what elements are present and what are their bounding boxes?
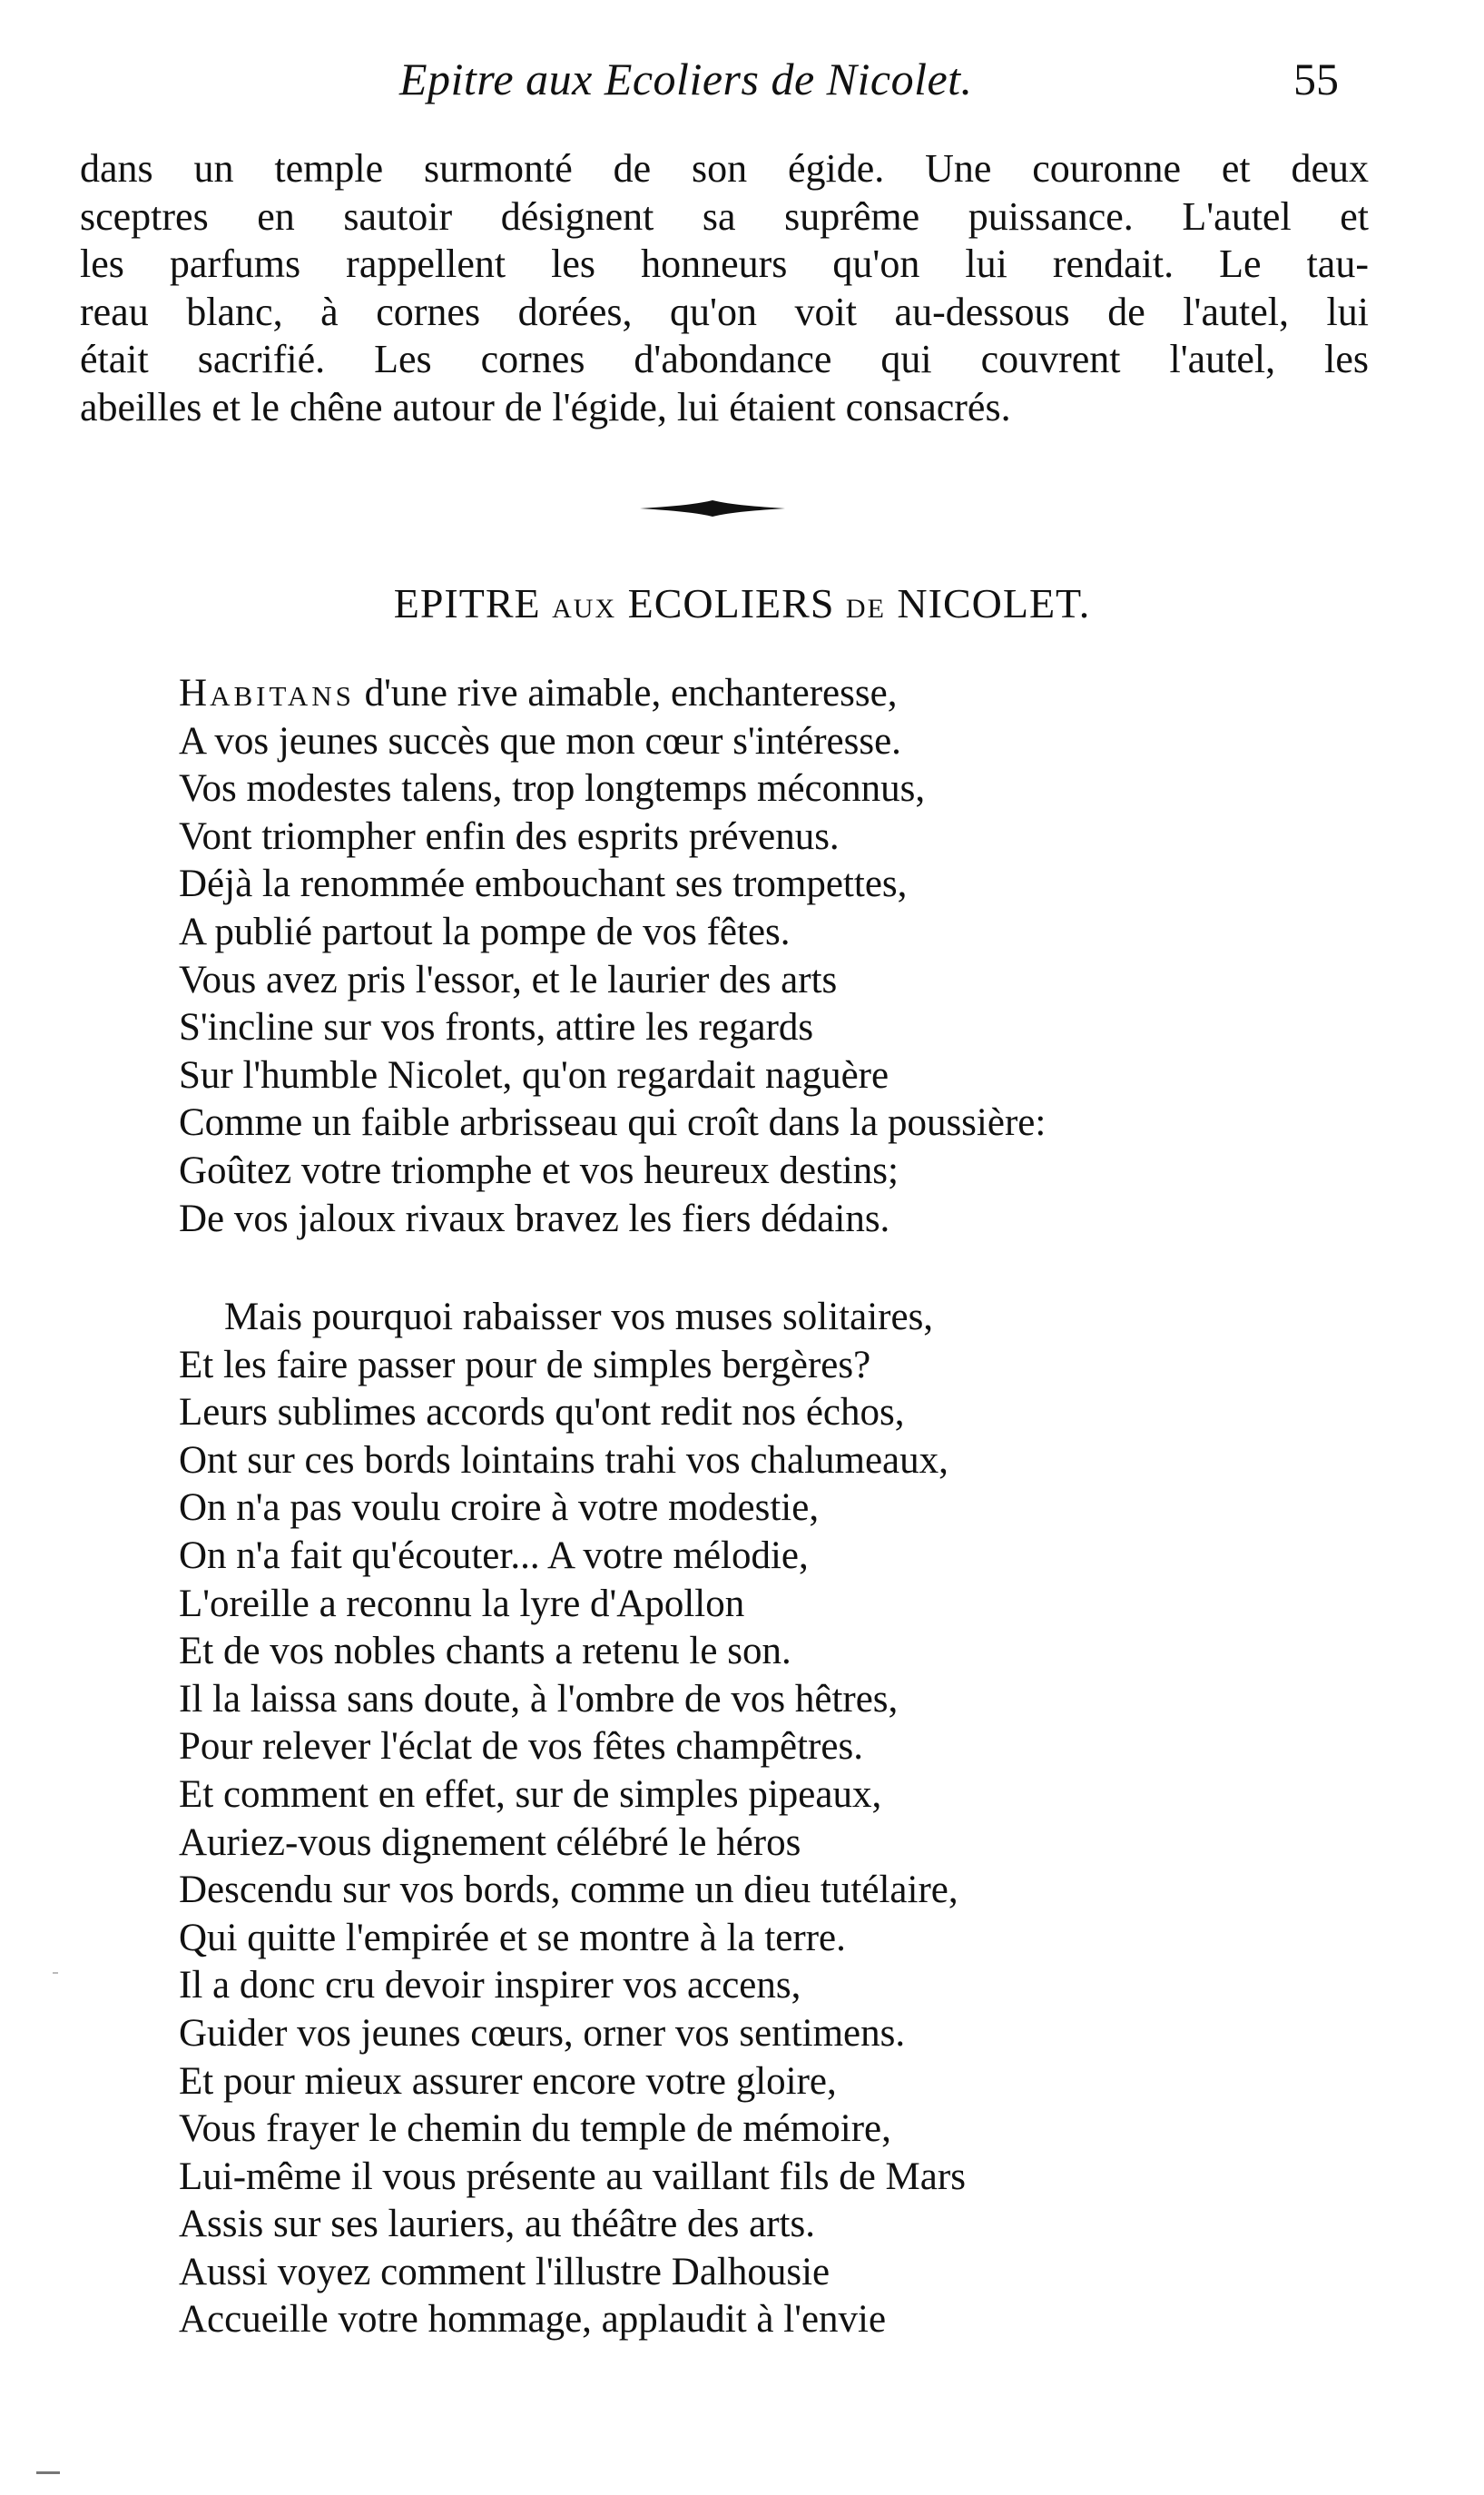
poem-stanza — [179, 670, 1046, 1243]
verse-line: Descendu sur vos bords, comme un dieu tutélaire, — [179, 1869, 958, 1912]
poem-title-part: AUX — [552, 594, 617, 624]
verse-line: On n'a pas voulu croire à votre modestie, — [179, 1486, 820, 1530]
verse-line: Comme un faible arbrisseau qui croît dans la poussière: — [179, 1101, 1047, 1145]
verse-line: Assis sur ses lauriers, au théâtre des arts. — [179, 2203, 815, 2246]
verse-line: Vous avez pris l'essor, et le laurier des arts — [179, 958, 838, 1001]
poem-title-part: NICOLET. — [885, 580, 1091, 626]
verse-line: Qui quitte l'empirée et se montre à la terre. — [179, 1916, 846, 1959]
prose-line: abeilles et le chêne autour de l'égide, lui étaient consacrés. — [80, 384, 1011, 429]
prose-line: les parfums rappellent les honneurs qu'on lui rendait. Le tau- — [80, 242, 1369, 286]
running-title: Epitre aux Ecoliers de Nicolet. — [399, 54, 973, 104]
verse-line: Vous frayer le chemin du temple de mémoire, — [179, 2107, 891, 2151]
poem-title-part: EPITRE — [393, 580, 553, 626]
verse-line: Et comment en effet, sur de simples pipeaux, — [179, 1772, 882, 1816]
verse-line: On n'a fait qu'écouter... A votre mélodie, — [179, 1533, 809, 1577]
verse-line: Ont sur ces bords lointains trahi vos chalumeaux, — [179, 1438, 948, 1482]
verse-line: Et pour mieux assurer encore votre gloire, — [179, 2059, 837, 2103]
poem-title — [0, 579, 1484, 627]
verse-line: A publié partout la pompe de vos fêtes. — [179, 910, 791, 953]
verse-line: Il a donc cru devoir inspirer vos accens, — [179, 1964, 801, 2007]
poem-title-part: ECOLIERS — [616, 580, 846, 626]
verse-line: S'incline sur vos fronts, attire les regards — [179, 1006, 814, 1050]
verse-line: Déjà la renommée embouchant ses trompettes, — [179, 863, 908, 906]
running-head — [0, 53, 1484, 107]
verse-line: Vont triompher enfin des esprits prévenus. — [179, 814, 840, 858]
verse-line: Accueille votre hommage, applaudit à l'envie — [179, 2298, 887, 2342]
verse-line: HABITANS d'une rive aimable, enchanteresse, — [179, 672, 898, 715]
verse-line: Mais pourquoi rabaisser vos muses solitaires, — [224, 1296, 934, 1338]
prose-line: sceptres en sautoir désignent sa suprême puissance. L'autel et — [80, 193, 1369, 239]
section-ornament-icon — [640, 498, 785, 519]
verse-line: Il la laissa sans doute, à l'ombre de vos hêtres, — [179, 1677, 899, 1721]
verse-line: De vos jaloux rivaux bravez les fiers dédains. — [179, 1197, 890, 1240]
prose-paragraph — [80, 145, 1369, 431]
verse-line: Vos modestes talens, trop longtemps méconnus, — [179, 767, 926, 811]
poem-stanza — [179, 1294, 966, 2344]
verse-line: Et de vos nobles chants a retenu le son. — [179, 1630, 791, 1673]
verse-line: Sur l'humble Nicolet, qu'on regardait naguère — [179, 1053, 889, 1097]
prose-line: était sacrifié. Les cornes d'abondance qui couvrent l'autel, les — [80, 337, 1369, 381]
prose-line: reau blanc, à cornes dorées, qu'on voit au-dessous de l'autel, lui — [80, 289, 1369, 334]
scan-edge-mark — [53, 1972, 58, 1974]
verse-line: Et les faire passer pour de simples bergères? — [179, 1343, 871, 1386]
first-word: HABITANS — [179, 672, 355, 715]
verse-line: Pour relever l'éclat de vos fêtes champêtres. — [179, 1725, 863, 1769]
scan-edge-mark — [36, 2471, 60, 2474]
prose-line: dans un temple surmonté de son égide. Une couronne et deux — [80, 146, 1369, 191]
page-number: 55 — [1293, 54, 1339, 104]
verse-line: Leurs sublimes accords qu'ont redit nos échos, — [179, 1391, 905, 1435]
verse-line: Auriez-vous dignement célébré le héros — [179, 1820, 801, 1864]
poem-title-part: DE — [845, 594, 886, 624]
verse-line: Aussi voyez comment l'illustre Dalhousie — [179, 2250, 830, 2293]
verse-line: Guider vos jeunes cœurs, orner vos sentimens. — [179, 2011, 906, 2055]
verse-line: Goûtez votre triomphe et vos heureux destins; — [179, 1149, 899, 1192]
verse-line: Lui-même il vous présente au vaillant fils de Mars — [179, 2155, 966, 2198]
verse-line: A vos jeunes succès que mon cœur s'intéresse. — [179, 719, 901, 763]
verse-line: L'oreille a reconnu la lyre d'Apollon — [179, 1582, 745, 1625]
